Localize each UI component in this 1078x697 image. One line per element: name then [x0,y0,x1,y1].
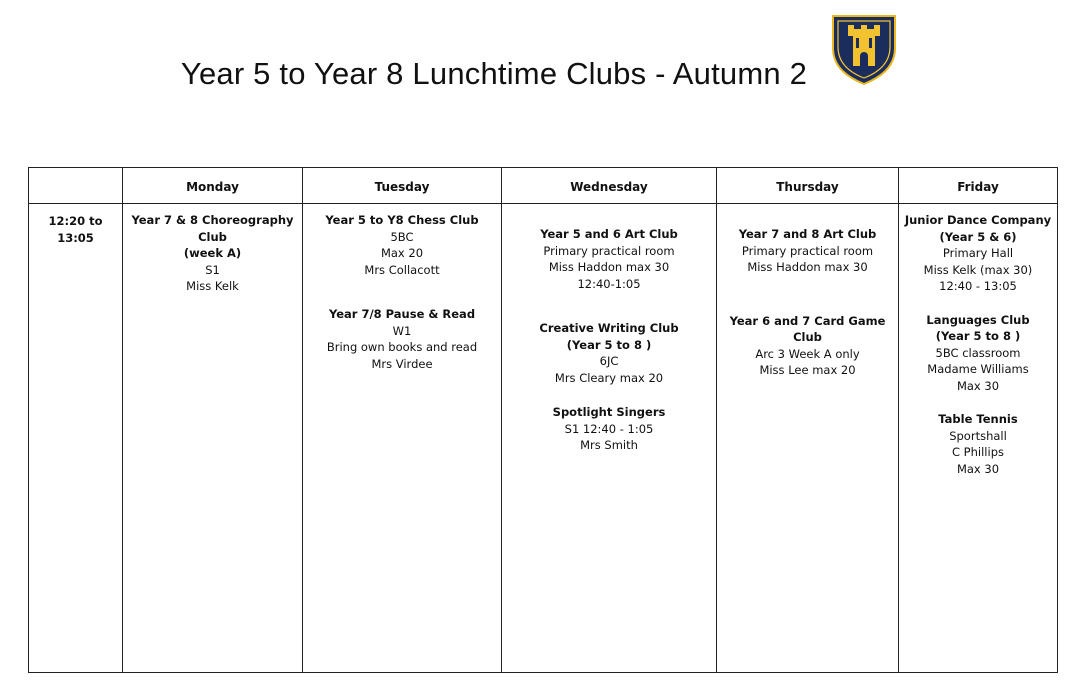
club-entry [506,320,712,386]
club-detail: S1 12:40 - 1:05 [564,421,654,436]
club-detail: 5BC classroom [935,345,1021,360]
club-name: Year 7 and 8 Art Club [738,227,877,241]
club-detail: 12:40-1:05 [577,276,641,291]
club-name: Year 7/8 Pause & Read [328,307,476,321]
club-detail: Miss Kelk (max 30) [923,262,1033,277]
header-thursday: Thursday [717,168,899,204]
school-crest-icon [831,14,897,86]
club-detail: Primary Hall [942,246,1014,260]
time-slot-cell [29,204,123,673]
timeslot-row [29,204,1058,673]
club-detail: (week A) [183,246,242,260]
club-name: Languages Club [926,312,1030,327]
tuesday-cell [303,204,502,673]
club-detail: Miss Kelk [186,279,239,293]
club-entry [903,411,1053,477]
club-name: Year 5 and 6 Art Club [540,227,678,241]
club-detail: Mrs Cleary max 20 [554,370,664,385]
club-detail: Primary practical room [741,243,874,258]
club-entry [721,226,894,276]
club-name: Year 5 to Y8 Chess Club [325,213,479,227]
time-slot-start: 12:20 to [48,214,103,228]
club-detail: 5BC [390,229,414,244]
club-entry [506,404,712,454]
club-detail: C Phillips [952,445,1004,459]
header-wednesday: Wednesday [502,168,717,204]
club-name: Junior Dance Company [904,213,1052,227]
club-entry [903,312,1053,395]
page-title: Year 5 to Year 8 Lunchtime Clubs - Autumn 2 [180,56,808,91]
club-detail: Miss Haddon max 30 [548,260,670,274]
club-entry [307,306,497,372]
club-name: Year 6 and 7 Card Game Club [729,313,886,344]
club-entry [307,212,497,278]
club-detail: (Year 5 & 6) [939,229,1017,244]
club-detail: Madame Williams [927,362,1029,376]
club-entry [721,313,894,379]
club-detail: Arc 3 Week A only [755,346,860,361]
club-detail: Miss Haddon max 30 [747,260,868,274]
time-slot-end: 13:05 [57,230,94,245]
club-detail: Mrs Virdee [371,356,433,371]
club-detail: S1 [205,262,220,277]
club-entry [506,226,712,292]
club-detail: Bring own books and read [326,340,478,354]
club-detail: Miss Lee max 20 [759,363,856,377]
club-detail: (Year 5 to 8 ) [566,337,652,352]
thursday-cell [717,204,899,673]
wednesday-cell [502,204,717,673]
club-name: Spotlight Singers [552,405,666,419]
header-friday: Friday [899,168,1058,204]
header-time [29,168,123,204]
club-detail: W1 [392,323,412,338]
friday-cell [899,204,1058,673]
club-detail: Max 30 [956,378,1000,393]
club-detail: 12:40 - 13:05 [939,279,1017,293]
header-row [29,168,1058,204]
club-detail: Mrs Smith [580,438,638,452]
club-entry [127,212,298,295]
header-tuesday: Tuesday [303,168,502,204]
club-name: Table Tennis [938,412,1018,426]
club-name: Creative Writing Club [539,321,679,335]
club-detail: Primary practical room [543,243,675,258]
club-entry [903,212,1053,295]
club-detail: (Year 5 to 8 ) [935,329,1021,343]
club-detail: Max 30 [956,461,1000,476]
monday-cell [123,204,303,673]
clubs-timetable [28,167,1058,673]
header-monday: Monday [123,168,303,204]
club-detail: 6JC [599,354,619,368]
club-name: Year 7 & 8 Choreography Club [131,213,294,244]
club-detail: Mrs Collacott [364,262,440,277]
club-detail: Max 20 [380,246,424,260]
club-detail: Sportshall [949,428,1007,443]
